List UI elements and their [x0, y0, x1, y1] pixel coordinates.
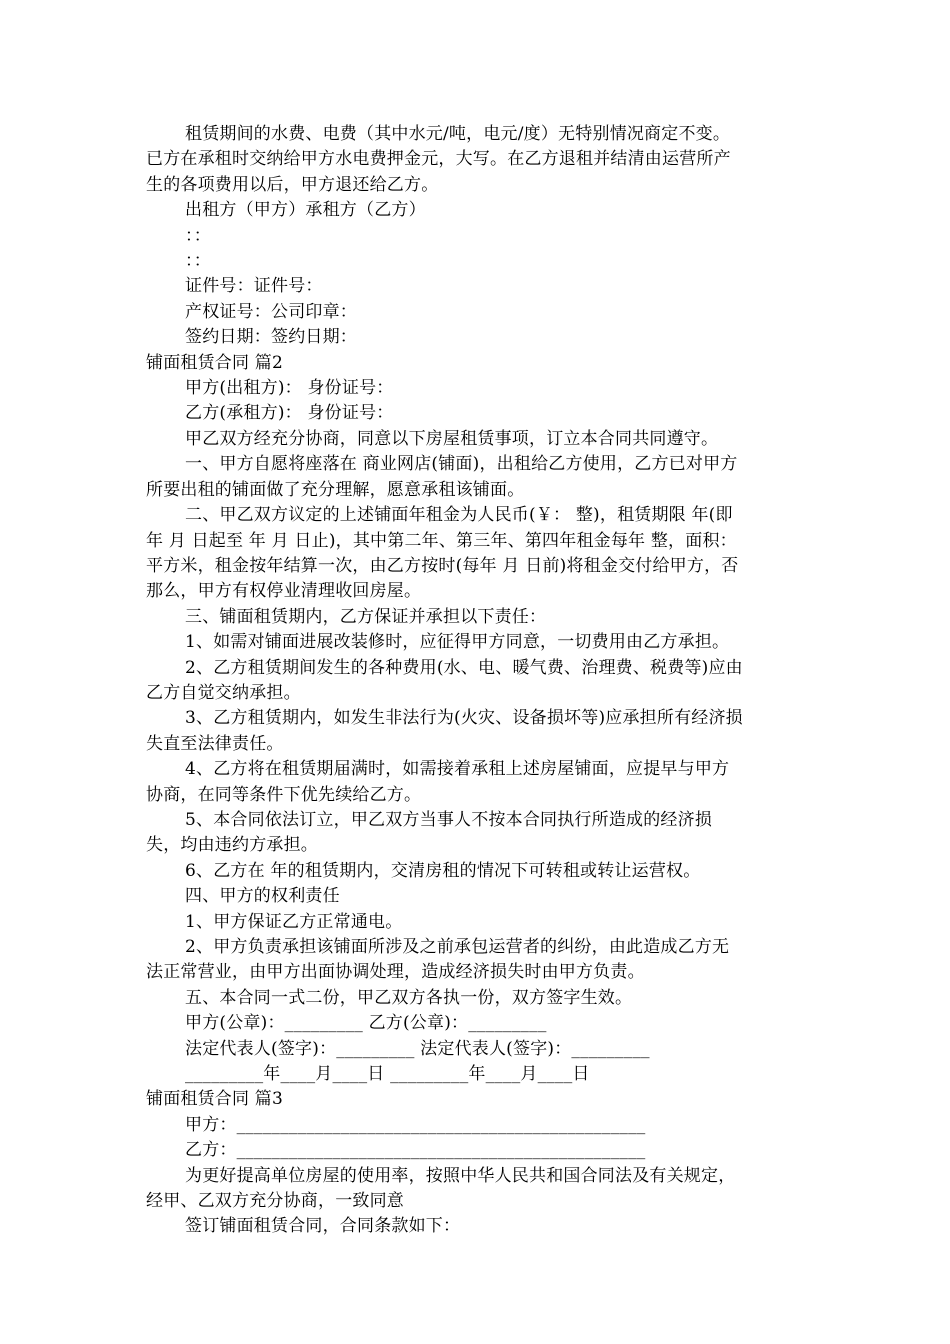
text-line: 五、本合同一式二份，甲乙双方各执一份，双方签字生效。: [185, 987, 633, 1008]
text-line: ：：: [185, 251, 211, 272]
signature-line: 甲方(公章)：_________ 乙方(公章)：_________: [185, 1013, 547, 1034]
text-line: 为更好提高单位房屋的使用率，按照中华人民共和国合同法及有关规定，: [185, 1165, 736, 1186]
party-line: 乙方：_______________________________________________: [185, 1140, 646, 1161]
text-line: 失，均由违约方承担。: [146, 835, 318, 856]
text-line: 三、铺面租赁期内，乙方保证并承担以下责任：: [185, 606, 547, 627]
document-body: [146, 122, 808, 1240]
text-line: 那么，甲方有权停业清理收回房屋。: [146, 581, 422, 602]
section-heading: 铺面租赁合同 篇3: [146, 1089, 284, 1110]
text-line: 产权证号：公司印章：: [185, 301, 357, 322]
text-line: 租赁期间的水费、电费（其中水元/吨，电元/度）无特别情况商定不变。: [185, 124, 731, 144]
text-line: 平方米，租金按年结算一次，由乙方按时(每年 月 日前)将租金交付给甲方，否: [146, 555, 739, 576]
text-line: 已方在承租时交纳给甲方水电费押金元，大写。在乙方退租并结清由运营所产: [146, 149, 731, 170]
text-line: 2、乙方租赁期间发生的各种费用(水、电、暖气费、治理费、税费等)应由: [185, 657, 743, 678]
text-line: 一、甲方自愿将座落在 商业网店(铺面)，出租给乙方使用，乙方已对甲方: [185, 454, 738, 475]
text-line: 1、甲方保证乙方正常通电。: [185, 911, 403, 932]
text-line: 甲乙双方经充分协商，同意以下房屋租赁事项，订立本合同共同遵守。: [185, 428, 719, 449]
text-line: 法正常营业，由甲方出面协调处理，造成经济损失时由甲方负责。: [146, 962, 645, 983]
party-line: 甲方：_______________________________________________: [185, 1114, 646, 1135]
text-line: 签订铺面租赁合同，合同条款如下：: [185, 1216, 461, 1237]
text-line: 乙方自觉交纳承担。: [146, 682, 301, 703]
text-line: 所要出租的铺面做了充分理解，愿意承租该铺面。: [146, 479, 525, 500]
text-line: 5、本合同依法订立，甲乙双方当事人不按本合同执行所造成的经济损: [185, 809, 713, 830]
text-line: 生的各项费用以后，甲方退还给乙方。: [146, 174, 439, 195]
text-line: 出租方（甲方）承租方（乙方）: [185, 200, 426, 221]
text-line: 签约日期：签约日期：: [185, 327, 357, 348]
text-line: 6、乙方在 年的租赁期内，交清房租的情况下可转租或转让运营权。: [185, 860, 701, 881]
text-line: 失直至法律责任。: [146, 733, 284, 754]
date-line: _________年____月____日 _________年____月____日: [185, 1064, 590, 1085]
text-line: 4、乙方将在租赁期届满时，如需接着承租上述房屋铺面，应提早与甲方: [185, 759, 730, 780]
text-line: 经甲、乙双方充分协商，一致同意: [146, 1191, 404, 1212]
text-line: 甲方(出租方)： 身份证号：: [185, 378, 394, 399]
text-line: 1、如需对铺面进展改装修时，应征得甲方同意，一切费用由乙方承担。: [185, 632, 730, 653]
text-line: 协商，在同等条件下优先续给乙方。: [146, 784, 422, 805]
text-line: 乙方(承租方)： 身份证号：: [185, 403, 394, 424]
text-line: 3、乙方租赁期内，如发生非法行为(火灾、设备损坏等)应承担所有经济损: [185, 708, 743, 729]
text-line: 年 月 日起至 年 月 日止)，其中第二年、第三年、第四年租金每年 整，面积：: [146, 530, 737, 551]
signature-line: 法定代表人(签字)：_________ 法定代表人(签字)：_________: [185, 1038, 650, 1059]
text-line: ：：: [185, 225, 211, 246]
section-heading: 铺面租赁合同 篇2: [146, 352, 284, 373]
text-line: 2、甲方负责承担该铺面所涉及之前承包运营者的纠纷，由此造成乙方无: [185, 937, 730, 957]
text-line: 证件号：证件号：: [185, 276, 323, 297]
text-line: 二、甲乙双方议定的上述铺面年租金为人民币(￥： 整)，租赁期限 年(即: [185, 505, 733, 526]
text-line: 四、甲方的权利责任: [185, 886, 340, 907]
